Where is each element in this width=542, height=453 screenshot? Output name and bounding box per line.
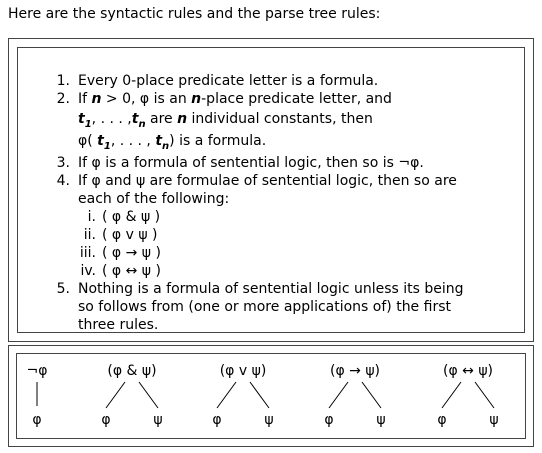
tree-child: ψ xyxy=(153,412,163,428)
rule-2 xyxy=(48,90,392,108)
rule-number: 5. xyxy=(56,281,70,297)
rule-text: If φ and ψ are formulae of sentential logic, then so are xyxy=(78,173,457,189)
rule-text: Every 0-place predicate letter is a formula. xyxy=(78,73,379,89)
syntactic-rules-box xyxy=(8,38,534,342)
rule-text: are xyxy=(145,111,178,127)
parse-tree-conditional xyxy=(324,363,385,428)
tree-root: (φ ↔ ψ) xyxy=(442,363,494,379)
tree-child: φ xyxy=(32,412,42,428)
tree-edge xyxy=(139,382,158,408)
rule-5-line-2: so follows from (one or more applications of) the first xyxy=(78,299,451,315)
intro-text: Here are the syntactic rules and the parse tree rules: xyxy=(8,6,381,22)
rule-1 xyxy=(48,72,378,90)
item-number: ii. xyxy=(83,227,96,243)
subscript: n xyxy=(162,140,170,152)
tree-root: (φ & ψ) xyxy=(107,363,157,379)
parse-trees-diagram xyxy=(17,354,527,440)
tree-child: φ xyxy=(101,412,111,428)
formula: ( φ → ψ ) xyxy=(102,245,161,261)
rule-number: 2. xyxy=(56,91,70,107)
rule-number: 1. xyxy=(56,73,70,89)
rule-4-line-2: each of the following: xyxy=(78,191,230,207)
syntactic-rules-inner xyxy=(17,47,525,333)
n-variable: n xyxy=(191,91,202,107)
tree-child: ψ xyxy=(489,412,499,428)
dots: , . . . , xyxy=(91,111,132,127)
t-constant: t xyxy=(131,111,139,127)
rule-number: 3. xyxy=(56,155,70,171)
tree-edge xyxy=(362,382,381,408)
rule-text: ) is a formula. xyxy=(169,133,267,149)
tree-child: φ xyxy=(437,412,447,428)
parse-tree-conjunction xyxy=(101,363,162,428)
tree-edge xyxy=(106,382,125,408)
t-constant: t xyxy=(78,111,85,127)
item-number: i. xyxy=(87,209,96,225)
parse-tree-negation xyxy=(27,363,48,428)
rule-text: > 0, φ is an xyxy=(101,91,192,107)
tree-root: (φ → ψ) xyxy=(329,363,381,379)
rule-number: 4. xyxy=(56,173,70,189)
rule-text: individual constants, then xyxy=(187,111,373,127)
formula: ( φ & ψ ) xyxy=(102,209,161,225)
item-number: iv. xyxy=(80,263,96,279)
rule-4 xyxy=(48,172,457,190)
parse-tree-disjunction xyxy=(212,363,273,428)
rule-4-item xyxy=(70,244,161,262)
rule-4-item xyxy=(70,226,157,244)
tree-child: φ xyxy=(324,412,334,428)
rule-text: If φ is a formula of sentential logic, then so is ¬φ. xyxy=(78,155,424,171)
dots: , . . . , xyxy=(110,133,156,149)
rule-2-line-3 xyxy=(78,132,266,156)
tree-child: φ xyxy=(212,412,222,428)
rule-2-line-2 xyxy=(78,110,373,134)
tree-child: ψ xyxy=(376,412,386,428)
tree-edge xyxy=(217,382,236,408)
subscript: 1 xyxy=(103,140,111,152)
subscript: n xyxy=(138,118,146,130)
tree-edge xyxy=(329,382,348,408)
rule-4-item xyxy=(70,262,161,280)
parse-tree-inner xyxy=(16,353,526,439)
parse-tree-box xyxy=(8,345,534,447)
n-variable: n xyxy=(91,91,102,107)
rule-4-item xyxy=(70,208,160,226)
tree-root: ¬φ xyxy=(26,363,48,379)
tree-root: (φ v ψ) xyxy=(219,363,267,379)
parse-tree-biconditional xyxy=(437,363,498,428)
tree-child: ψ xyxy=(264,412,274,428)
tree-edge xyxy=(475,382,494,408)
item-number: iii. xyxy=(79,245,96,261)
rule-text: φ( xyxy=(78,133,98,149)
n-variable: n xyxy=(177,111,188,127)
tree-edge xyxy=(442,382,461,408)
t-constant: t xyxy=(97,133,104,149)
rule-3 xyxy=(48,154,424,172)
rule-text: If xyxy=(78,91,92,107)
rule-5-line-3: three rules. xyxy=(78,317,159,333)
tree-edge xyxy=(250,382,269,408)
rule-text: -place predicate letter, and xyxy=(201,91,392,107)
formula: ( φ ↔ ψ ) xyxy=(102,263,161,279)
rule-text: Nothing is a formula of sentential logic unless its being xyxy=(78,281,464,297)
rule-5 xyxy=(48,280,464,298)
t-constant: t xyxy=(155,133,163,149)
subscript: 1 xyxy=(84,118,92,130)
formula: ( φ v ψ ) xyxy=(102,227,158,243)
